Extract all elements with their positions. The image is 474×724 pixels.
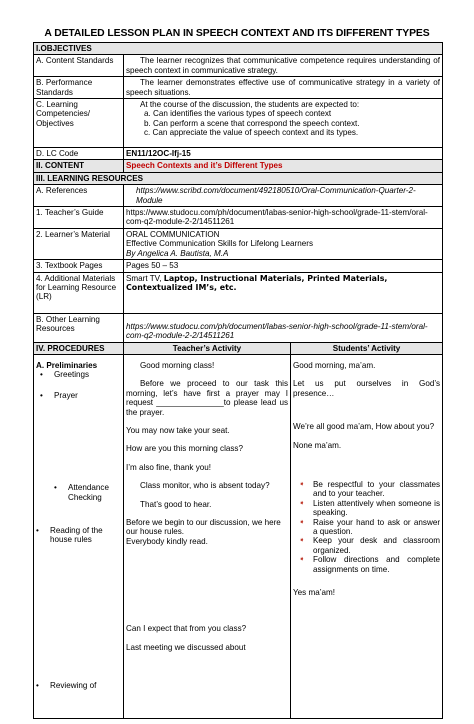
textbook-value: Pages 50 – 53 bbox=[124, 260, 443, 272]
teachers-guide-row bbox=[34, 207, 443, 229]
references-label: A. References bbox=[34, 185, 124, 207]
house-rules-item bbox=[36, 526, 121, 545]
competency-item: b. Can perform a scene that correspond the speech context. bbox=[144, 118, 360, 128]
house-rule-text: Raise your hand to ask or answer a question. bbox=[313, 517, 441, 536]
teacher-read: Everybody kindly read. bbox=[126, 536, 208, 546]
teacher-greeting: Good morning class! bbox=[140, 360, 215, 370]
house-rule-item bbox=[293, 499, 440, 518]
objectives-header: I.OBJECTIVES bbox=[34, 43, 443, 55]
arrow-bullet-icon: ➧ bbox=[299, 556, 305, 564]
students-none: None ma’am. bbox=[293, 440, 342, 450]
preliminaries-label: A. Preliminaries bbox=[36, 360, 98, 370]
content-standards-row bbox=[34, 55, 443, 77]
additional-materials-row bbox=[34, 272, 443, 313]
house-rule-item bbox=[293, 480, 440, 499]
resources-header-row bbox=[34, 172, 443, 184]
lc-code-value: EN11/12OC-Ifj-15 bbox=[124, 148, 443, 160]
teacher-expect: Can I expect that from you class? bbox=[126, 624, 247, 634]
teachers-guide-label: 1. Teacher’s Guide bbox=[34, 207, 124, 229]
house-rule-item bbox=[293, 536, 440, 555]
performance-standards-label: B. Performance Standards bbox=[34, 77, 124, 99]
bullet-icon: • bbox=[54, 483, 57, 493]
other-resources-label: B. Other Learning Resources bbox=[34, 313, 124, 342]
teacher-fine: I’m also fine, thank you! bbox=[126, 462, 212, 472]
greetings-item bbox=[36, 370, 121, 379]
students-activity-header: Students’ Activity bbox=[291, 342, 443, 354]
attendance-item bbox=[36, 483, 121, 502]
arrow-bullet-icon: ➧ bbox=[299, 518, 305, 526]
bullet-icon: • bbox=[40, 390, 43, 400]
procedures-header-row bbox=[34, 342, 443, 354]
teacher-last: Last meeting we discussed about bbox=[126, 642, 246, 652]
content-standards-label: A. Content Standards bbox=[34, 55, 124, 77]
house-rule-text: Follow directions and complete assignments on time. bbox=[313, 555, 441, 574]
house-rule-item bbox=[293, 555, 440, 574]
additional-materials-prefix: Smart TV, bbox=[126, 273, 164, 283]
house-rule-text: Listen attentively when someone is speaking. bbox=[313, 498, 441, 518]
document-title: A DETAILED LESSON PLAN IN SPEECH CONTEXT AND ITS DIFFERENT TYPES bbox=[44, 28, 430, 39]
content-header: II. CONTENT bbox=[34, 160, 124, 172]
additional-materials-label: 4. Additional Materials for Learning Resource (LR) bbox=[34, 272, 124, 313]
competencies-row bbox=[34, 99, 443, 148]
objectives-header-row bbox=[34, 43, 443, 55]
teacher-prayer: Before we proceed to our task this morning, let’s have first a prayer may I request _______________to please lead us the prayer. bbox=[126, 379, 288, 417]
students-yes: Yes ma’am! bbox=[293, 588, 335, 597]
content-row bbox=[34, 160, 443, 172]
teacher-activity-header: Teacher’s Activity bbox=[124, 342, 291, 354]
bullet-icon: • bbox=[36, 525, 39, 535]
other-resources-link[interactable]: https://www.studocu.com/ph/document/labas-senior-high-school/grade-11-stem/oral-com-q2-module-2-2/14511261 bbox=[124, 313, 443, 342]
textbook-label: 3. Textbook Pages bbox=[34, 260, 124, 272]
prayer-label: Prayer bbox=[54, 390, 78, 400]
additional-materials-cell bbox=[124, 272, 443, 313]
reviewing-item bbox=[36, 681, 121, 690]
learners-material-line: Effective Communication Skills for Lifelong Learners bbox=[126, 239, 313, 249]
procedures-header: IV. PROCEDURES bbox=[34, 342, 124, 354]
competencies-label: C. Learning Competencies/ Objectives bbox=[34, 99, 124, 148]
learners-material-line: ORAL COMMUNICATION bbox=[126, 229, 220, 239]
teacher-absent: Class monitor, who is absent today? bbox=[140, 481, 270, 491]
bullet-icon: • bbox=[40, 370, 43, 380]
performance-standards-row bbox=[34, 77, 443, 99]
teachers-guide-link[interactable]: https://www.studocu.com/ph/document/labas-senior-high-school/grade-11-stem/oral-com-q2-module-2-2/14511261 bbox=[124, 207, 443, 229]
teacher-how: How are you this morning class? bbox=[126, 444, 243, 454]
reviewing-label: Reviewing of bbox=[50, 680, 97, 690]
house-rule-item bbox=[293, 518, 440, 537]
attendance-label: Attendance Checking bbox=[68, 483, 109, 502]
students-greeting: Good morning, ma’am. bbox=[293, 360, 376, 370]
students-prayer: Let us put ourselves in God’s presence… bbox=[293, 379, 441, 398]
teacher-activity-cell bbox=[124, 354, 291, 718]
learners-material-cell bbox=[124, 228, 443, 259]
content-standards-text: The learner recognizes that communicative competence requires understanding of speech context in communicative strategy. bbox=[124, 55, 443, 77]
lc-code-row bbox=[34, 148, 443, 160]
competency-item: a. Can identifies the various types of speech context bbox=[144, 109, 332, 119]
bullet-icon: • bbox=[36, 680, 39, 690]
arrow-bullet-icon: ➧ bbox=[299, 537, 305, 545]
students-fine: We’re all good ma’am, How about you? bbox=[293, 422, 435, 432]
competency-item: c. Can appreciate the value of speech context and its types. bbox=[144, 128, 359, 138]
content-value: Speech Contexts and it’s Different Types bbox=[124, 160, 443, 172]
additional-materials-bold: Laptop, Instructional Materials, Printed Materials, Contextualized IM’s, etc. bbox=[126, 273, 388, 292]
lc-code-label: D. LC Code bbox=[34, 148, 124, 160]
teacher-rules: Before we begin to our discussion, we here our house rules. bbox=[126, 517, 281, 537]
students-activity-cell bbox=[291, 354, 443, 718]
arrow-bullet-icon: ➧ bbox=[299, 499, 305, 507]
lesson-plan-table bbox=[33, 42, 443, 719]
references-row bbox=[34, 185, 443, 207]
house-rule-text: Keep your desk and classroom organized. bbox=[313, 536, 441, 555]
prayer-item bbox=[36, 391, 121, 400]
references-link[interactable]: https://www.scribd.com/document/492180510/Oral-Communication-Quarter-2-Module bbox=[124, 185, 443, 207]
learners-material-author: By Angelica A. Bautista, M.A bbox=[126, 248, 229, 258]
teacher-good-hear: That’s good to hear. bbox=[140, 499, 212, 509]
house-rules-label: Reading of the house rules bbox=[50, 525, 103, 545]
resources-header: III. LEARNING RESOURCES bbox=[34, 172, 443, 184]
teacher-seat: You may now take your seat. bbox=[126, 425, 230, 435]
arrow-bullet-icon: ➧ bbox=[299, 480, 305, 488]
competencies-intro: At the course of the discussion, the students are expected to: bbox=[140, 100, 360, 110]
greetings-label: Greetings bbox=[54, 370, 90, 380]
procedures-left-cell bbox=[34, 354, 124, 718]
competencies-cell bbox=[124, 99, 443, 148]
performance-standards-text: The learner demonstrates effective use of communicative strategy in a variety of speech situations. bbox=[124, 77, 443, 99]
house-rule-text: Be respectful to your classmates and to your teacher. bbox=[313, 479, 441, 499]
learners-material-label: 2. Learner’s Material bbox=[34, 228, 124, 259]
learners-material-row bbox=[34, 228, 443, 259]
procedures-body-row bbox=[34, 354, 443, 718]
other-resources-row bbox=[34, 313, 443, 342]
textbook-row bbox=[34, 260, 443, 272]
